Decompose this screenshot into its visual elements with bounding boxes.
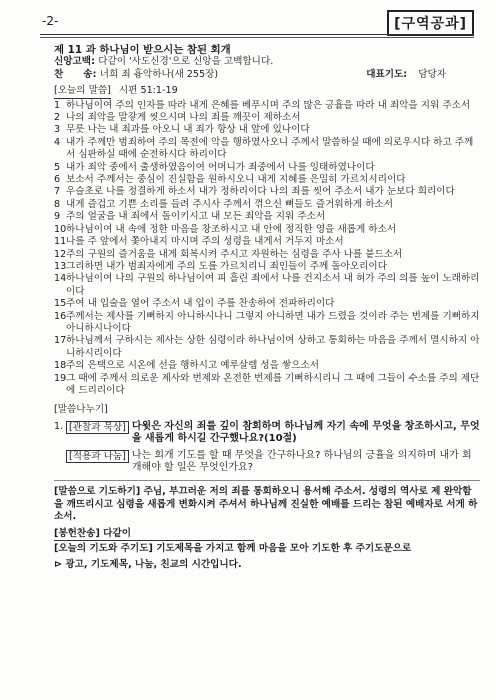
reading-reference: 시편 51:1-19	[118, 85, 178, 97]
verse-text: 우슬초로 나를 정결하게 하소서 내가 정하리이다 나의 죄를 씻어 주소서 내가 눈보다 희리이다	[66, 186, 455, 198]
offering-song-text: [봉헌찬송] 다같이	[54, 528, 254, 541]
verse-number: 12	[54, 248, 67, 260]
verse-text: 내가 주께만 범죄하여 주의 목전에 악을 행하였사오니 주께서 말씀하실 때에 의로우시다 하고 주께서 심판하실 때에 순전하시다 하리이다	[66, 136, 474, 161]
hymn-row	[54, 69, 480, 81]
offering-song	[54, 528, 480, 541]
verse-number: 14	[54, 273, 67, 285]
verse-text: 주여 내 입술을 열어 주소서 내 입이 주를 찬송하여 전파하리이다	[66, 298, 335, 310]
application-text: 나는 회개 기도를 할 때 무엇을 간구하나요? 하나님의 긍휼을 의지하며 내가 회개해야 할 일은 무엇인가요?	[131, 449, 472, 473]
verse-row	[54, 236, 480, 248]
verse-row	[54, 124, 480, 136]
verse-row	[54, 249, 480, 261]
verse-text: 그 때에 주께서 의로운 제사와 번제와 온전한 번제를 기뻐하시리니 그 때에 그들이 수소를 주의 제단에 드리리이다	[66, 372, 480, 396]
verse-number: 13	[54, 260, 67, 272]
creed-label: 신앙고백:	[54, 56, 99, 68]
verse-row	[54, 298, 480, 310]
verse-row	[54, 273, 480, 298]
hymn-label: 찬 송:	[54, 68, 100, 80]
verse-row	[54, 335, 480, 360]
application-tag: [적용과 나눔]	[66, 450, 129, 463]
fellowship-note: ⊳ 광고, 기도제목, 나눔, 친교의 시간입니다.	[54, 559, 242, 571]
verse-number: 19	[54, 372, 67, 384]
discussion-label: [말씀나누기]	[54, 404, 108, 416]
verse-number: 18	[54, 360, 67, 372]
verse-text: 하나님께서 구하시는 제사는 상한 심령이라 하나님이여 상하고 통회하는 마음을 주께서 멸시하지 아니하시리이다	[66, 335, 480, 359]
question-text: 다윗은 자신의 죄를 깊이 참회하며 하나님께 자기 속에 무엇을 창조하시고, 무엇을 새롭게 하시길 간구했나요?(10절)	[131, 420, 480, 445]
creed-row	[54, 56, 480, 68]
verse-text: 나를 주 앞에서 쫓아내지 마시며 주의 성령을 내게서 거두지 마소서	[66, 236, 344, 248]
verse-text: 내게 즐겁고 기쁜 소리를 들려 주시사 주께서 꺾으신 뼈들도 즐거워하게 하소서	[66, 198, 394, 210]
verse-row	[54, 174, 480, 186]
verse-row	[54, 311, 480, 336]
verse-number: 9	[54, 211, 61, 223]
verse-number: 2	[54, 112, 61, 124]
verse-number: 6	[54, 174, 61, 186]
question-tag: [관찰과 묵상]	[66, 421, 129, 434]
prayer-points: [오늘의 기도와 주기도] 기도제목을 가지고 함께 마음을 모아 기도한 후 주기도문으로	[54, 543, 412, 555]
reading-header	[54, 85, 480, 98]
application-block	[66, 450, 480, 475]
verse-number: 11	[54, 236, 67, 248]
verse-text: 내가 죄악 중에서 출생하였음이여 어머니가 죄중에서 나를 잉태하였나이다	[66, 161, 375, 173]
verse-row	[54, 112, 480, 124]
lesson-body	[54, 44, 480, 572]
question-block	[54, 421, 480, 446]
verse-text: 하나님이여 나의 구원의 하나님이여 피 흘린 죄에서 나를 건지소서 내 혀가 주의 의를 높이 노래하리이다	[66, 273, 480, 297]
verse-number: 3	[54, 124, 61, 136]
header-rule	[40, 34, 474, 35]
reading-tag: [오늘의 말씀]	[54, 85, 111, 98]
prayer-leader-label: 대표기도:	[366, 68, 408, 80]
verse-row	[54, 186, 480, 198]
verse-text: 주의 은택으로 시온에 선을 행하시고 예루살렘 성을 쌓으소서	[66, 360, 320, 372]
verse-row	[54, 261, 480, 273]
lesson-title: 제 11 과 하나님이 받으시는 참된 회개	[54, 44, 231, 56]
verse-row	[54, 137, 480, 162]
verse-list	[54, 100, 480, 398]
closing-prayer: [말씀으로 기도하기] 주님, 부끄러운 저의 죄를 통회하오니 용서해 주소서. 성령의 역사로 제 완악함을 깨뜨리시고 심령을 새롭게 변화시켜 주셔서 하나님께 진실한 예배를 드리는 참된 예배자로 서게 하소서.	[54, 486, 478, 523]
verse-text: 하나님이여 주의 인자를 따라 내게 은혜를 베푸시며 주의 많은 긍휼을 따라 내 죄악을 지워 주소서	[66, 99, 471, 111]
verse-number: 10	[54, 223, 67, 235]
verse-row	[54, 360, 480, 372]
creed-text: 다같이 '사도신경'으로 신앙을 고백합니다.	[98, 56, 274, 68]
verse-row	[54, 162, 480, 174]
verse-text: 주의 얼굴을 내 죄에서 돌이키시고 내 모든 죄악을 지워 주소서	[66, 211, 326, 223]
prayer-leader-text: 담당자	[418, 68, 446, 80]
verse-row	[54, 224, 480, 236]
verse-number: 17	[54, 335, 67, 347]
hymn-text: 너희 죄 흉악하나(새 255장)	[99, 68, 219, 80]
header-rule-secondary	[40, 37, 474, 38]
verse-row	[54, 199, 480, 211]
verse-text: 보소서 주께서는 중심이 진실함을 원하시오니 내게 지혜를 은밀히 가르치시리이다	[66, 174, 406, 186]
verse-number: 7	[54, 186, 61, 198]
verse-number: 15	[54, 298, 67, 310]
verse-text: 그리하면 내가 범죄자에게 주의 도를 가르치리니 죄인들이 주께 돌아오리이다	[66, 260, 387, 272]
verse-number: 5	[54, 161, 61, 173]
verse-text: 나의 죄악을 말갛게 씻으시며 나의 죄를 깨끗이 제하소서	[66, 112, 301, 124]
verse-text: 주께서는 제사를 기뻐하지 아니하시나니 그렇지 아니하면 내가 드렸을 것이라 주는 번제를 기뻐하지 아니하시나이다	[66, 310, 480, 334]
verse-text: 주의 구원의 즐거움을 내게 회복시켜 주시고 자원하는 심령을 주사 나를 붙드소서	[66, 248, 403, 260]
header-tag: [구역공과]	[387, 10, 474, 36]
verse-number: 4	[54, 136, 61, 148]
verse-row	[54, 211, 480, 223]
verse-text: 하나님이여 내 속에 정한 마음을 창조하시고 내 안에 정직한 영을 새롭게 하소서	[66, 223, 397, 235]
verse-number: 16	[54, 310, 67, 322]
verse-number: 1	[54, 99, 61, 111]
question-number: 1.	[54, 420, 64, 432]
verse-number: 8	[54, 198, 61, 210]
section-divider	[54, 480, 480, 481]
verse-text: 무릇 나는 내 죄과를 아오니 내 죄가 항상 내 앞에 있나이다	[66, 124, 310, 136]
verse-row	[54, 373, 480, 398]
page-number: -2-	[42, 14, 59, 28]
verse-row	[54, 100, 480, 112]
prayer-leader	[366, 69, 480, 81]
